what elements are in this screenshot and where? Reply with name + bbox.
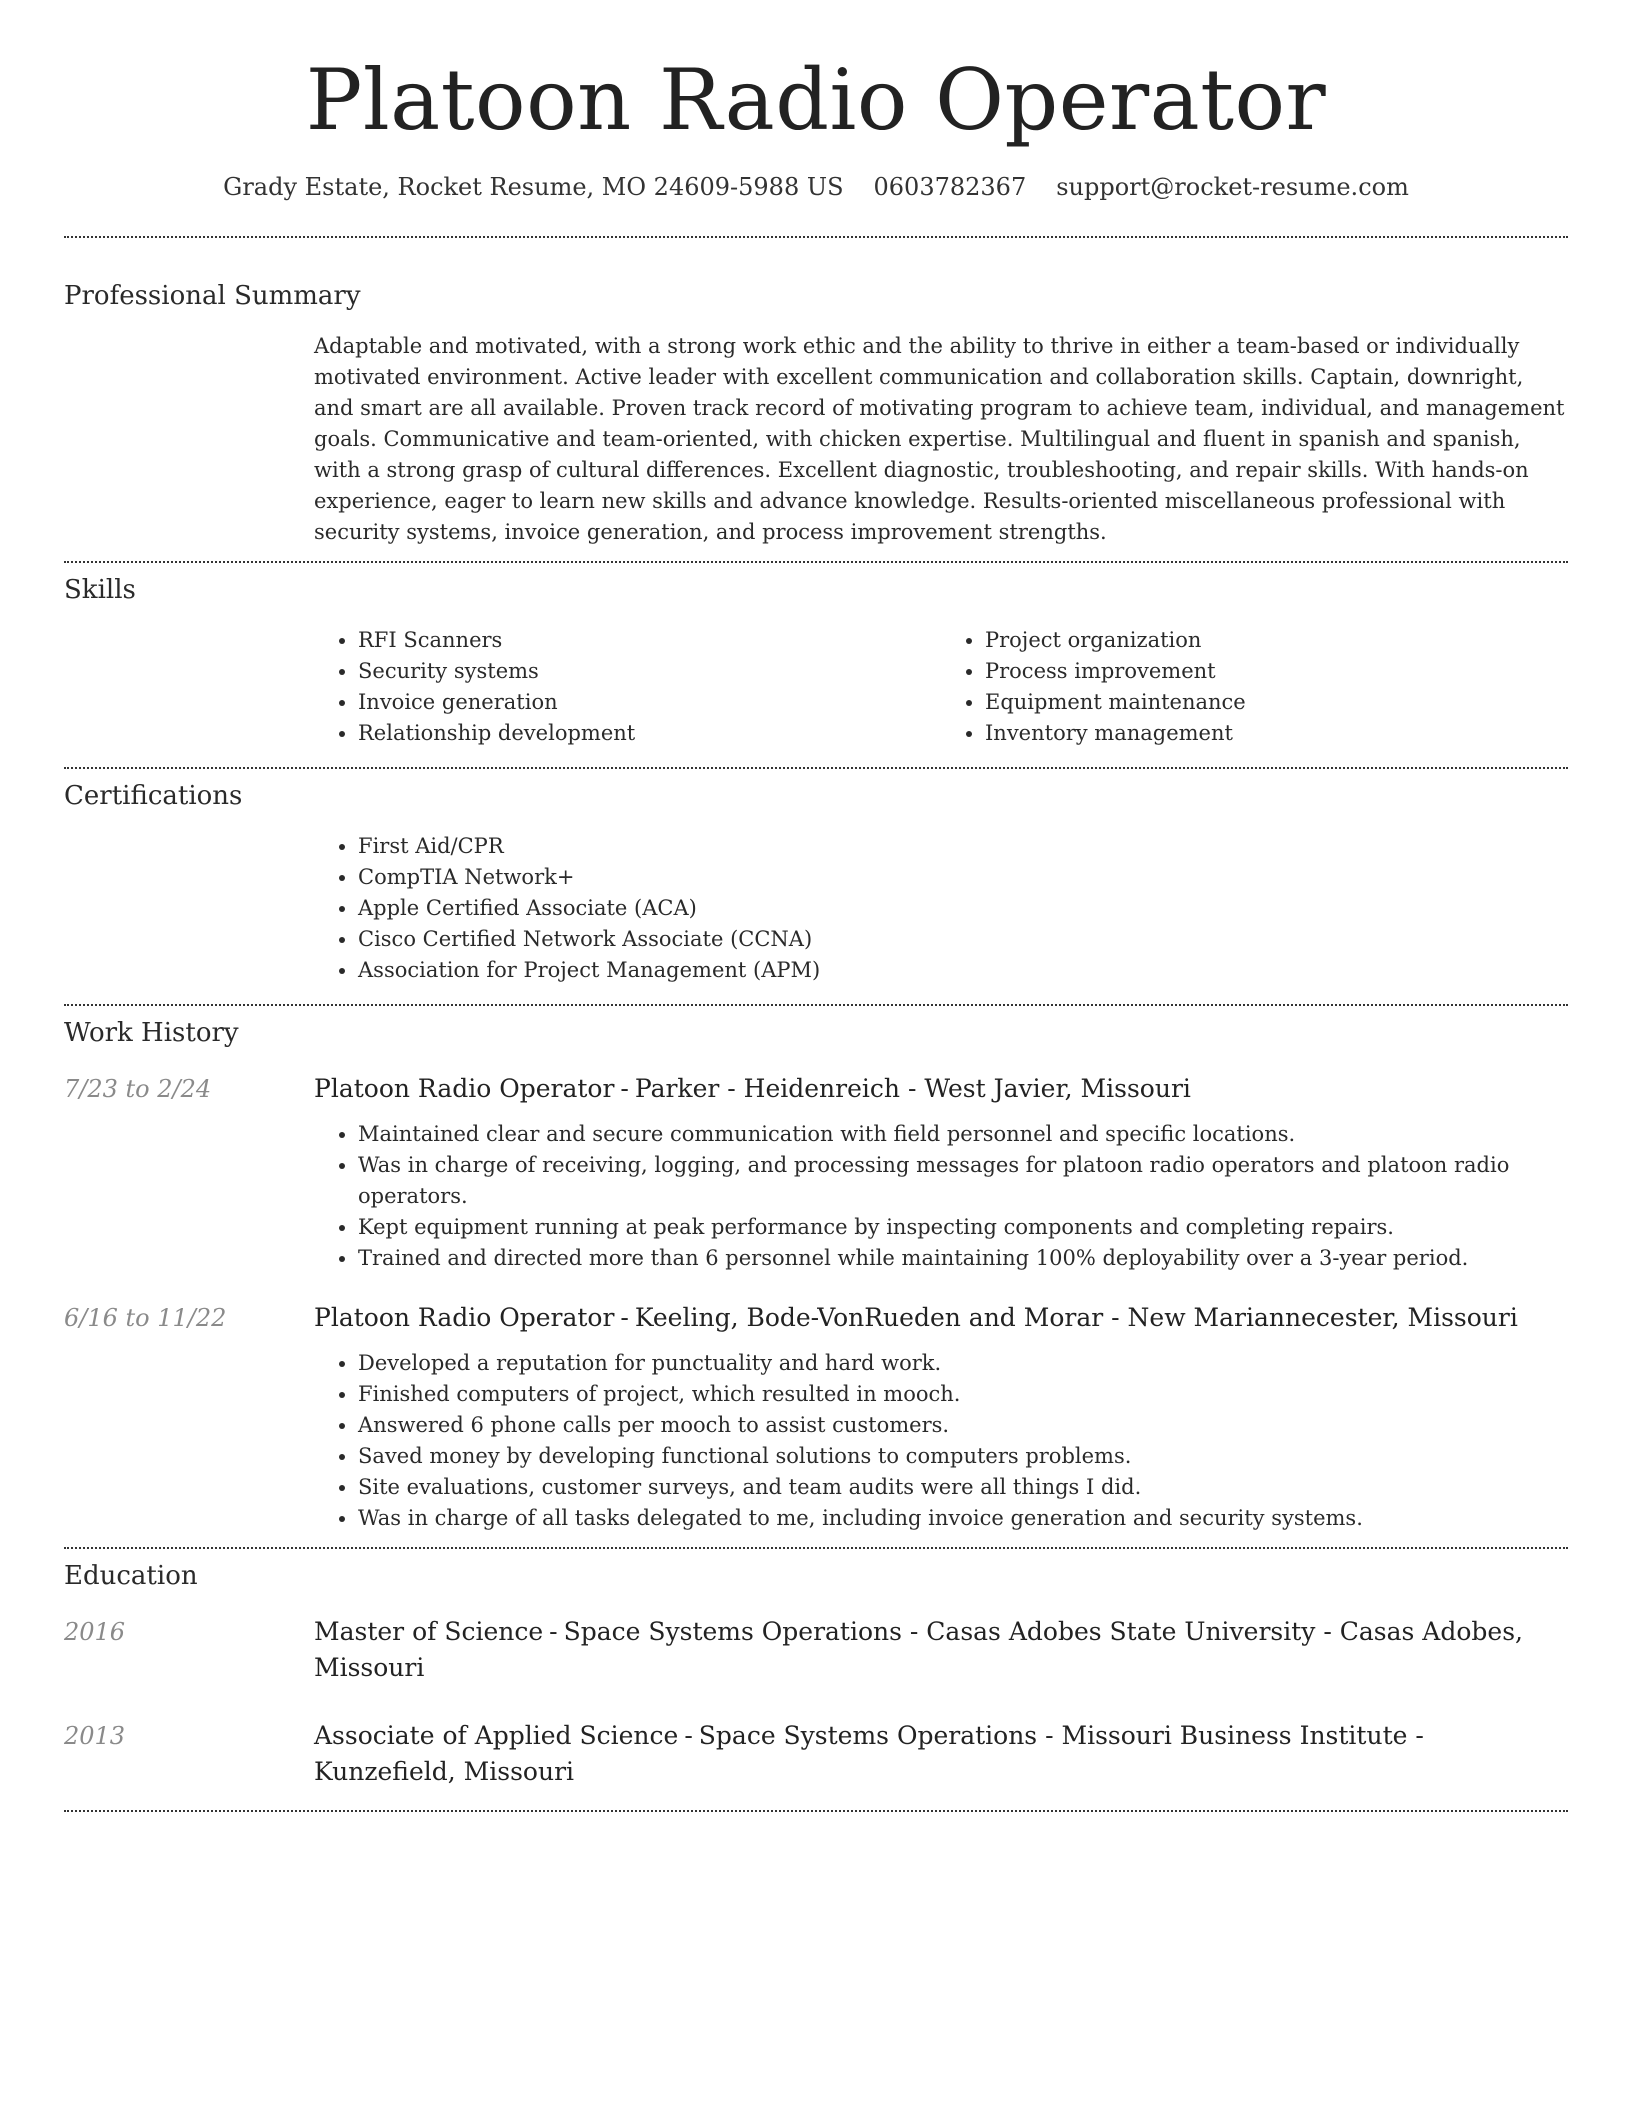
job-heading bbox=[314, 1300, 1518, 1336]
job-role: Platoon Radio Operator bbox=[314, 1074, 615, 1103]
education-separator: - bbox=[549, 1617, 558, 1646]
skill-item: • Process improvement bbox=[985, 656, 1568, 687]
job-bullet: • Site evaluations, customer surveys, and team audits were all things I did. bbox=[358, 1472, 1568, 1503]
job-bullet: • Answered 6 phone calls per mooch to assist customers. bbox=[358, 1410, 1568, 1441]
job-bullet: • Maintained clear and secure communication with field personnel and specific locations. bbox=[358, 1119, 1568, 1150]
candidate-name: Platoon Radio Operator bbox=[305, 51, 1327, 149]
section-divider bbox=[64, 236, 1568, 238]
education-details: Space Systems Operations - Missouri Business Institute - Kunzefield, Missouri bbox=[314, 1721, 1424, 1786]
education-degree: Associate of Applied Science bbox=[314, 1721, 679, 1750]
job-entry bbox=[64, 1071, 1568, 1107]
job-details bbox=[314, 1119, 1568, 1274]
section-divider bbox=[64, 1004, 1568, 1006]
skill-item: • Security systems bbox=[358, 656, 941, 687]
skill-item: • RFI Scanners bbox=[358, 625, 941, 656]
skills-list-right bbox=[941, 625, 1568, 749]
section-divider bbox=[64, 561, 1568, 563]
job-entry bbox=[64, 1300, 1568, 1336]
education-degree: Master of Science bbox=[314, 1617, 544, 1646]
job-bullet: • Finished computers of project, which resulted in mooch. bbox=[358, 1379, 1568, 1410]
job-employer: Parker - Heidenreich - West Javier, Missouri bbox=[634, 1074, 1191, 1103]
skills-grid bbox=[314, 625, 1568, 749]
certifications-section-title: Certifications bbox=[64, 781, 243, 811]
contact-email[interactable]: support@rocket-resume.com bbox=[1056, 173, 1409, 201]
certifications-list bbox=[314, 831, 1568, 986]
contact-address: Grady Estate, Rocket Resume, MO 24609-5988 US bbox=[223, 173, 844, 201]
education-year: 2016 bbox=[64, 1618, 126, 1646]
education-year: 2013 bbox=[64, 1722, 126, 1750]
certifications-block bbox=[314, 831, 1568, 986]
job-bullet: • Trained and directed more than 6 personnel while maintaining 100% deployability over a 3-year period. bbox=[358, 1243, 1568, 1274]
education-heading bbox=[314, 1614, 1568, 1686]
education-details: Space Systems Operations - Casas Adobes State University - Casas Adobes, Missouri bbox=[314, 1617, 1523, 1682]
job-separator: - bbox=[620, 1074, 629, 1103]
skill-item: • Relationship development bbox=[358, 718, 941, 749]
education-separator: - bbox=[684, 1721, 693, 1750]
job-role: Platoon Radio Operator bbox=[314, 1303, 615, 1332]
job-details bbox=[314, 1348, 1568, 1534]
certification-item: • Apple Certified Associate (ACA) bbox=[358, 893, 1568, 924]
resume-page bbox=[64, 0, 1568, 1812]
job-bullet: • Was in charge of receiving, logging, and processing messages for platoon radio operators and platoon radio operators. bbox=[358, 1150, 1568, 1212]
skill-item: • Project organization bbox=[985, 625, 1568, 656]
contact-phone: 0603782367 bbox=[873, 173, 1027, 201]
job-employer: Keeling, Bode-VonRueden and Morar - New Mariannecester, Missouri bbox=[634, 1303, 1518, 1332]
job-dates: 6/16 to 11/22 bbox=[64, 1304, 227, 1332]
job-dates: 7/23 to 2/24 bbox=[64, 1075, 212, 1103]
education-entry bbox=[64, 1614, 1568, 1686]
skills-list-left bbox=[314, 625, 941, 749]
work-section-title: Work History bbox=[64, 1018, 239, 1048]
job-separator: - bbox=[620, 1303, 629, 1332]
certification-item: • CompTIA Network+ bbox=[358, 862, 1568, 893]
section-divider bbox=[64, 767, 1568, 769]
job-heading bbox=[314, 1071, 1191, 1107]
section-divider bbox=[64, 1547, 1568, 1549]
certification-item: • Cisco Certified Network Associate (CCNA) bbox=[358, 924, 1568, 955]
contact-line bbox=[64, 170, 1568, 204]
job-bullets bbox=[314, 1348, 1568, 1534]
summary-section-title: Professional Summary bbox=[64, 281, 361, 311]
job-bullet: • Was in charge of all tasks delegated to me, including invoice generation and security systems. bbox=[358, 1503, 1568, 1534]
education-entry bbox=[64, 1718, 1568, 1790]
job-bullets bbox=[314, 1119, 1568, 1274]
certification-item: • First Aid/CPR bbox=[358, 831, 1568, 862]
job-bullet: • Kept equipment running at peak performance by inspecting components and completing repairs. bbox=[358, 1212, 1568, 1243]
skills-section-title: Skills bbox=[64, 575, 136, 605]
skill-item: • Inventory management bbox=[985, 718, 1568, 749]
job-bullet: • Developed a reputation for punctuality and hard work. bbox=[358, 1348, 1568, 1379]
skill-item: • Equipment maintenance bbox=[985, 687, 1568, 718]
section-divider bbox=[64, 1810, 1568, 1812]
summary-text: Adaptable and motivated, with a strong work ethic and the ability to thrive in either a team-based or individually motivated environment. Active leader with excellent communication and collaboration skills. Captain, downright, and smart are all available. Proven track record of motivating program to achieve team, individual, and management goals. Communicative and team-oriented, with chicken expertise. Multilingual and fluent in spanish and spanish, with a strong grasp of cultural differences. Excellent diagnostic, troubleshooting, and repair skills. With hands-on experience, eager to learn new skills and advance knowledge. Results-oriented miscellaneous professional with security systems, invoice generation, and process improvement strengths. bbox=[314, 334, 1565, 544]
certification-item: • Association for Project Management (APM) bbox=[358, 955, 1568, 986]
education-section-title: Education bbox=[64, 1561, 198, 1591]
skill-item: • Invoice generation bbox=[358, 687, 941, 718]
job-bullet: • Saved money by developing functional solutions to computers problems. bbox=[358, 1441, 1568, 1472]
education-heading bbox=[314, 1718, 1568, 1790]
